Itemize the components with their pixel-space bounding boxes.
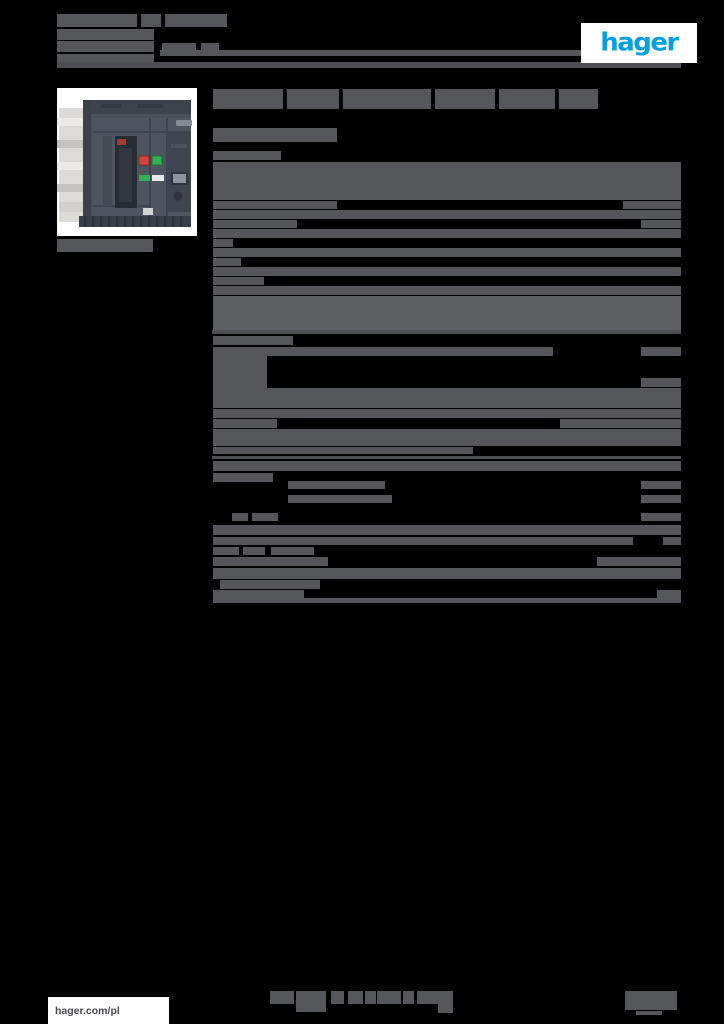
footer-text-bar xyxy=(438,991,453,1013)
hager-logo: hager xyxy=(600,28,678,58)
footer-text-bar xyxy=(296,991,326,1012)
footer-text-bar xyxy=(377,991,401,1004)
footer-site-link[interactable]: hager.com/pl xyxy=(55,1005,120,1017)
footer-text-bar xyxy=(417,991,438,1004)
footer-text-bar xyxy=(403,991,414,1004)
footer-text-bar xyxy=(636,1011,662,1015)
footer-text-bar xyxy=(625,991,677,1010)
footer-text-bar xyxy=(270,991,294,1004)
footer-text-bar xyxy=(331,991,344,1004)
footer-text-bar xyxy=(348,991,363,1004)
footer-text-bar xyxy=(365,991,376,1004)
